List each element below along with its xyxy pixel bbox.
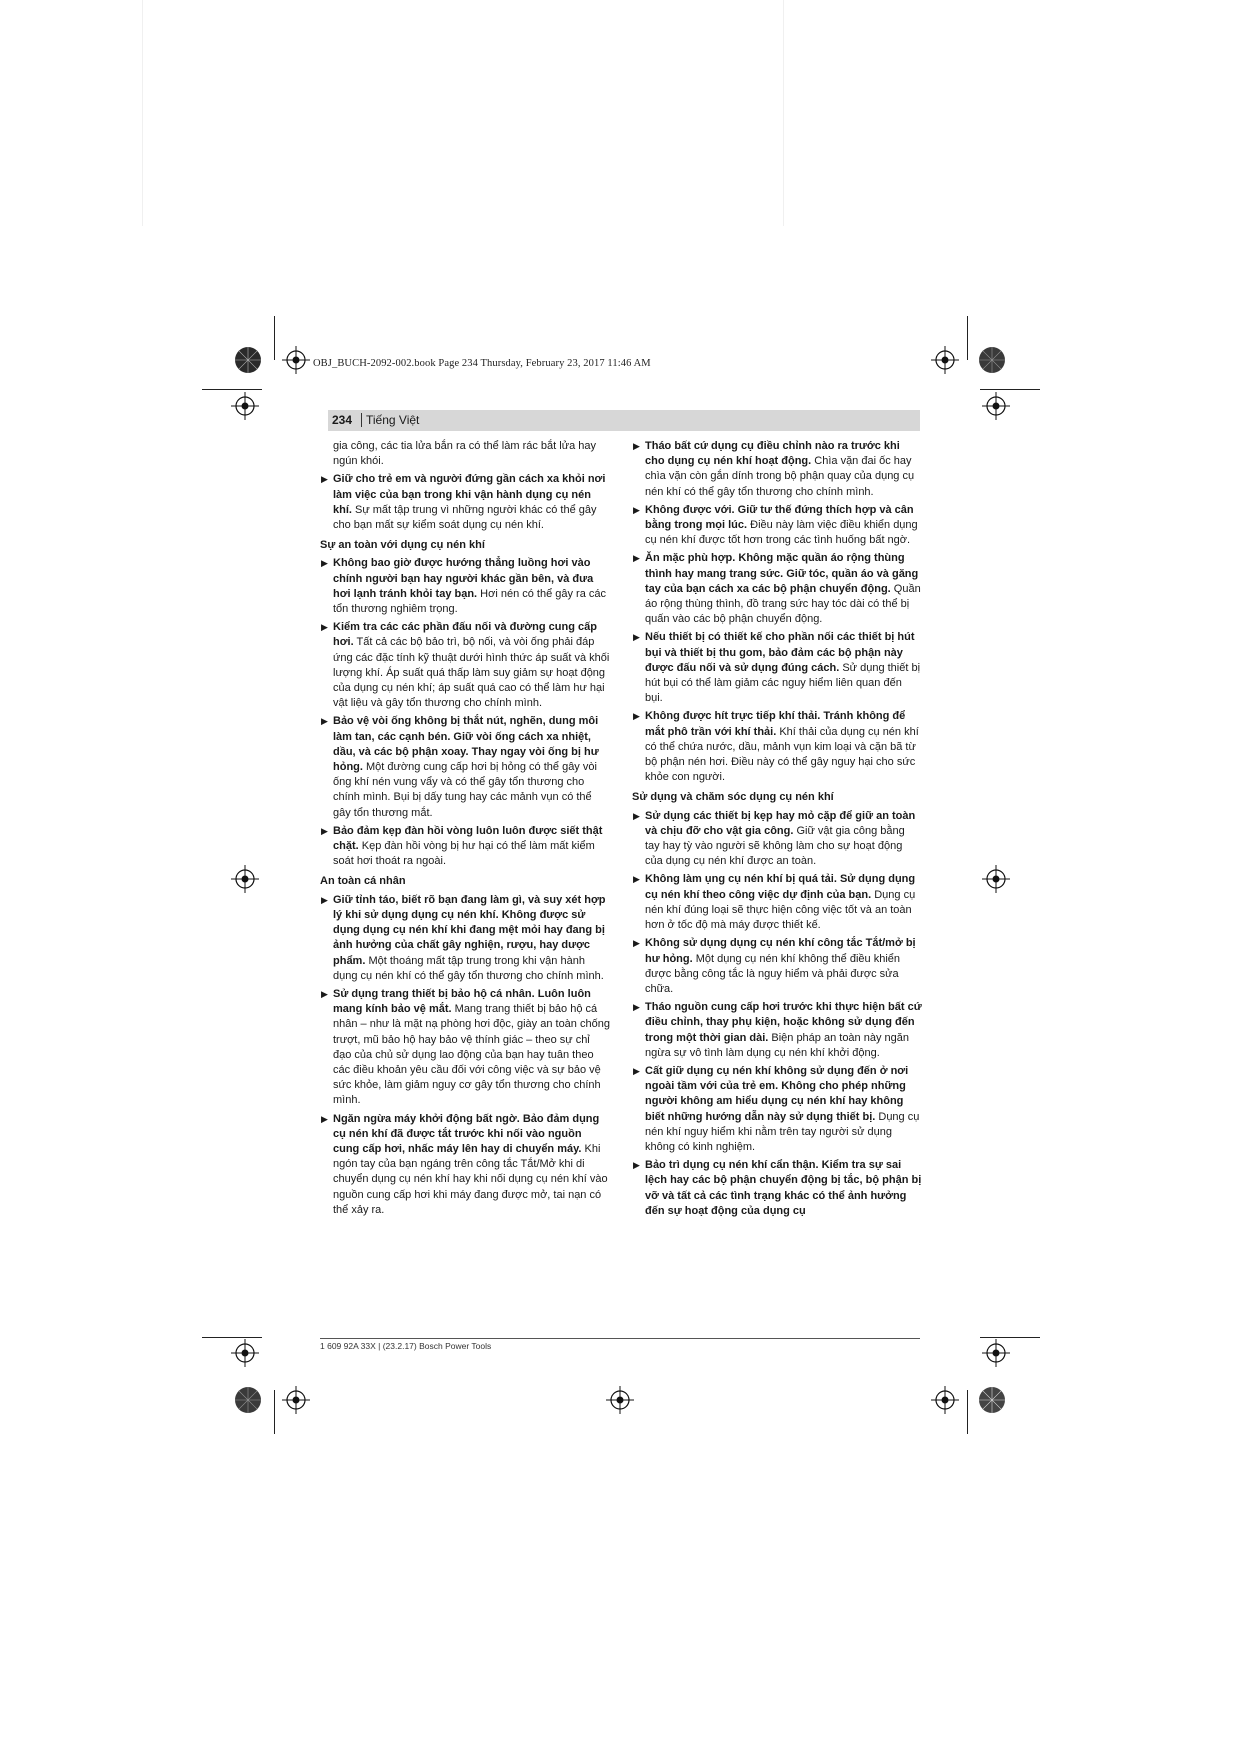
list-item [632,1064,922,1155]
item-text: Sự mất tập trung vì những người khác có thể gây cho bạn mất sự kiểm soát dụng cụ nén khí. [333,503,597,532]
list-item [320,472,610,533]
registration-mark [982,865,1010,893]
bullet-icon: ▶ [633,874,640,885]
bullet-icon: ▶ [633,711,640,722]
item-bold: Không làm ụng cụ nén khí bị quá tải. Sử dụng dụng cụ nén khí theo công việc dự định của bạn. [645,873,916,901]
section-heading: An toàn cá nhân [320,875,406,888]
list-item [632,1000,922,1061]
item-bold: Nếu thiết bị có thiết kế cho phần nối các thiết bị hút bụi và thiết bị thu gom, bảo đảm các bộ phận này được đấu nối và sử dụng đúng cách. [645,631,915,674]
right-column [632,439,922,1222]
list-item [320,893,610,984]
item-text: Sử dụng thiết bị hút bụi có thể làm giảm các nguy hiểm liên quan đến bụi. [645,661,921,705]
list-item [632,630,922,706]
bullet-icon: ▶ [321,894,328,905]
list-item [632,439,922,500]
item-text: Biện pháp an toàn này ngăn ngừa sự vô tình làm dụng cụ nén khí khởi động. [645,1031,909,1059]
crop-line [967,316,968,360]
item-text: Mang trang thiết bị bảo hộ cá nhân – như là mặt nạ phòng hơi độc, giày an toàn chống trượt, mũ bảo hộ hay bảo vệ thính giác – theo sự chỉ đạo của chủ sử dụng lao động của bạn hay tuân theo các điều khoản yêu cầu đối với công việc và sự bảo vệ sức khỏe, làm giảm nguy cơ gây tổn thương cho chính mình. [333,1003,610,1107]
list-item [320,556,610,617]
page-edge-right [783,0,784,226]
list-item [320,1112,610,1218]
bullet-icon: ▶ [633,1002,640,1013]
item-bold: Không sử dụng dụng cụ nén khí công tắc Tắt/mở bị hư hỏng. [645,937,916,965]
bullet-icon: ▶ [321,716,328,727]
item-bold: Không được hít trực tiếp khí thải. Tránh không để mắt phô trần với khí thải. [645,710,906,738]
item-text: Hơi nén có thể gây ra các tổn thương nghiêm trọng. [333,587,607,616]
color-wheel-mark [234,1386,262,1414]
registration-mark [931,1386,959,1414]
registration-mark [231,865,259,893]
list-item [632,1158,922,1219]
item-text: Chìa vặn đai ốc hay chìa vặn còn gắn dính trong bộ phận quay của dụng cụ nén khí có thể gây tổn thương cho chính mình. [645,455,915,498]
registration-mark [231,392,259,420]
item-bold: Cất giữ dụng cụ nén khí không sử dụng đến ở nơi ngoài tầm với của trẻ em. Không cho phép những người không am hiểu dụng cụ nén khí hay không biết những hướng dẫn này sử dụng thiết bị. [645,1064,909,1123]
item-bold: Ngăn ngừa máy khởi động bất ngờ. Bảo đảm dụng cụ nén khí đã được tắt trước khi nối vào nguồn cung cấp hơi, nhấc máy lên hay di chuyển máy. [333,1112,600,1155]
list-item [632,809,922,870]
bullet-icon: ▶ [321,558,328,569]
intro-continuation: gia công, các tia lửa bắn ra có thể làm rác bắt lửa hay ngún khói. [333,440,596,468]
bullet-icon: ▶ [633,810,640,821]
item-bold: Sử dụng trang thiết bị bảo hộ cá nhân. Luôn luôn mang kính bảo vệ mắt. [333,987,591,1016]
bullet-icon: ▶ [321,1113,328,1124]
page-number: 234 [332,413,353,427]
registration-mark [982,392,1010,420]
section-heading: Sử dụng và chăm sóc dụng cụ nén khí [632,791,834,804]
header-language: Tiếng Việt [366,413,420,427]
bullet-icon: ▶ [633,1065,640,1076]
registration-mark [931,346,959,374]
item-text: Một đường cung cấp hơi bị hỏng có thể gây vòi ống khí nén vung vẩy và có thể gây tổn thương cho chính mình. Bụi bị dấy tung hay các mảnh vụn có thể gây tổn thương mắt. [333,761,597,819]
page-edge-left [142,0,143,226]
item-bold: Giữ tỉnh táo, biết rõ bạn đang làm gì, và suy xét hợp lý khi sử dụng dụng cụ nén khí. Không được sử dụng dụng cụ nén khí khi đang mệt mỏi hay đang bị ảnh hưởng của chất gây nghiện, rượu, hay dược phẩm. [333,893,606,967]
item-text: Kẹp đàn hồi vòng bị hư hại có thể làm mất kiểm soát hơi thoát ra ngoài. [333,840,595,868]
bullet-icon: ▶ [633,632,640,643]
registration-mark [606,1386,634,1414]
item-bold: Không bao giờ được hướng thẳng luồng hơi vào chính người bạn hay người khác gần bên, và đưa hơi lạnh tránh khỏi tay bạn. [333,557,594,600]
list-item [632,936,922,997]
book-info-slug: OBJ_BUCH-2092-002.book Page 234 Thursday, February 23, 2017 11:46 AM [313,358,651,369]
item-bold: Tháo nguồn cung cấp hơi trước khi thực hiện bất cứ điều chỉnh, thay phụ kiện, hoặc không sử dụng đến trong một thời gian dài. [645,1001,922,1044]
item-bold: Không được với. Giữ tư thế đứng thích hợp và cân bằng trong mọi lúc. [645,503,914,532]
list-item [320,987,610,1109]
crop-line [202,389,262,390]
item-text: Giữ vật gia công bằng tay hay tỳ vào người sẽ không làm cho sự hoạt động của dụng cụ nén khí được an toàn. [645,824,905,868]
list-item [320,620,610,711]
item-text: Điều này làm việc điều khiển dụng cụ nén khí được tốt hơn trong các tình huống bất ngờ. [645,519,918,547]
item-bold: Tháo bất cứ dụng cụ điều chỉnh nào ra trước khi cho dụng cụ nén khí hoạt động. [645,440,900,468]
bullet-icon: ▶ [321,825,328,836]
item-bold: Bảo đảm kẹp đàn hồi vòng luôn luôn được siết thật chặt. [333,824,603,853]
registration-mark [231,1339,259,1367]
item-text: Một thoáng mất tập trung trong khi vận hành dụng cụ nén khí có thể gây tổn thương cho chính mình. [333,954,604,982]
item-text: Dụng cụ nén khí đúng loại sẽ thực hiện công việc tốt và an toàn hơn ở tốc độ mà máy được thiết kế. [645,888,916,932]
registration-mark [982,1339,1010,1367]
item-text: Khi ngón tay của bạn ngáng trên công tắc Tắt/Mở khi di chuyển dụng cụ nén khí hay khi nối dụng cụ nén khí vào nguồn cung cấp hơi khi máy đang được mở, tai nạn có thể xảy ra. [333,1142,608,1216]
crop-line [980,1337,1040,1338]
color-wheel-mark [978,346,1006,374]
crop-line [274,316,275,360]
color-wheel-mark [234,346,262,374]
bullet-icon: ▶ [633,441,640,451]
header-separator [361,413,362,427]
item-text: Quần áo rộng thùng thình, đồ trang sức hay tóc dài có thể bị quấn vào các bộ phận chuyển động. [645,582,921,626]
item-bold: Giữ cho trẻ em và người đứng gần cách xa khỏi nơi làm việc của bạn trong khi vận hành dụng cụ nén khí. [333,473,606,516]
item-text: Tất cả các bộ bảo trì, bộ nối, và vòi ống phải đáp ứng các đặc tính kỹ thuật dưới hình thức áp suất và khối lượng khí. Áp suất quá thấp làm suy giảm sự hoạt động của dụng cụ nén khí; áp suất quá cao có thể làm hư hại vật liệu và gây tổn thương cho chính mình. [333,636,610,710]
item-bold: Kiểm tra các các phần đấu nối và đường cung cấp hơi. [333,621,597,649]
footer-text: 1 609 92A 33X | (23.2.17) Bosch Power Tools [320,1341,492,1351]
list-item [320,824,610,870]
left-column [320,439,610,1221]
registration-mark [282,1386,310,1414]
item-text: Một dụng cụ nén khí không thể điều khiển được bằng công tắc là nguy hiểm và phải được sửa chữa. [645,952,901,995]
bullet-icon: ▶ [633,1160,640,1171]
item-text: Dụng cụ nén khí nguy hiểm khi nằm trên tay người sử dụng không có kinh nghiệm. [645,1110,920,1153]
list-item [632,503,922,549]
bullet-icon: ▶ [321,622,328,633]
list-item [320,714,610,820]
bullet-icon: ▶ [321,474,328,485]
list-item [632,709,922,785]
item-bold: Bảo trì dụng cụ nén khí cẩn thận. Kiểm tra sự sai lệch hay các bộ phận chuyển động bị tắc, bộ phận bị vỡ và tất cả các tình trạng khác có thể ảnh hưởng đến sự hoạt động của dụng cụ [645,1159,922,1217]
crop-line [967,1390,968,1434]
list-item [632,551,922,627]
registration-mark [282,346,310,374]
bullet-icon: ▶ [321,988,328,999]
color-wheel-mark [978,1386,1006,1414]
crop-line [202,1337,262,1338]
bullet-icon: ▶ [633,504,640,515]
item-bold: Ăn mặc phù hợp. Không mặc quần áo rộng thùng thình hay mang trang sức. Giữ tóc, quần áo và găng tay của bạn cách xa các bộ phận chuyển động. [645,552,919,595]
bullet-icon: ▶ [633,938,640,949]
crop-line [274,1390,275,1434]
bullet-icon: ▶ [633,553,640,564]
item-bold: Sử dụng các thiết bị kẹp hay mỏ cặp để giữ an toàn và chịu đỡ cho vật gia công. [645,809,916,837]
list-item [632,872,922,933]
page-header [328,410,920,431]
crop-line [980,389,1040,390]
section-heading: Sự an toàn với dụng cụ nén khí [320,539,485,552]
item-bold: Bảo vệ vòi ống không bị thắt nút, nghẽn, dung môi làm tan, các cạnh bén. Giữ vòi ống cách xa nhiệt, dầu, và các bộ phận xoay. Thay ngay vòi ống bị hư hỏng. [333,715,599,774]
footer-rule [320,1338,920,1339]
item-text: Khí thải của dụng cụ nén khí có thể chứa nước, dầu, mảnh vụn kim loại và cặn bã từ bộ phận nén hơi. Điều này có thể gây nguy hại cho sức khỏe con người. [645,725,919,784]
